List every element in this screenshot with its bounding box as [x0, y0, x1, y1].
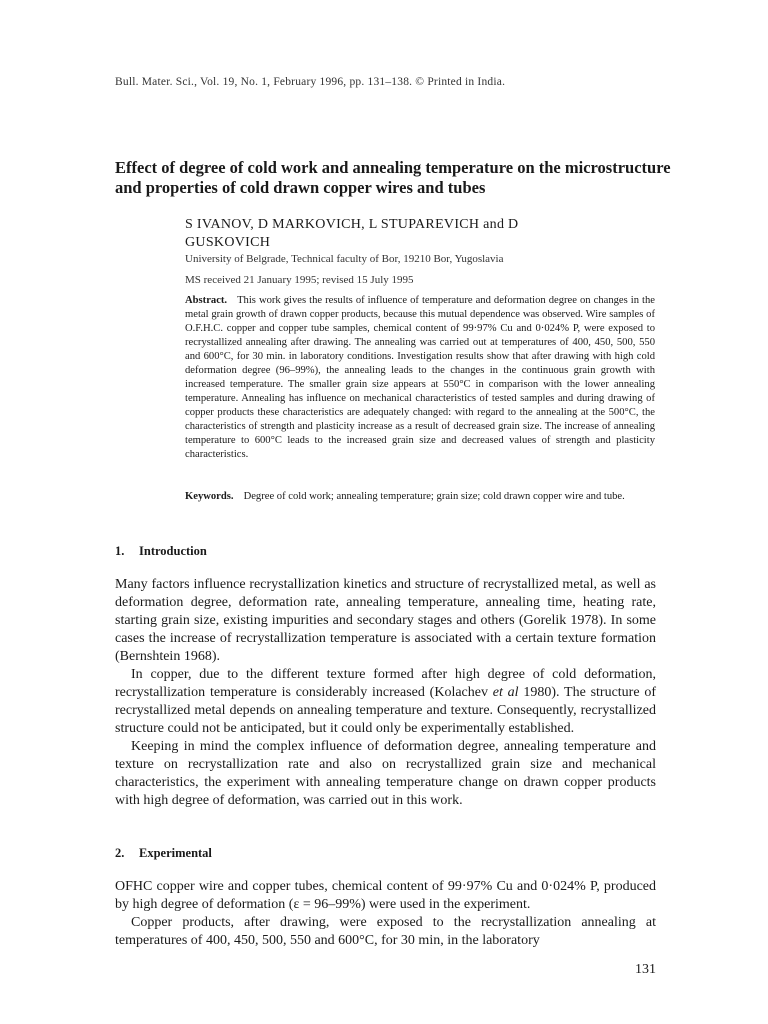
section-title: Introduction [139, 544, 207, 558]
experimental-body [115, 878, 656, 950]
paper-title: Effect of degree of cold work and annealing temperature on the microstructure and properties of cold drawn copper wires and tubes [115, 158, 671, 197]
section-title: Experimental [139, 846, 212, 860]
journal-citation: Bull. Mater. Sci., Vol. 19, No. 1, February 1996, pp. 131–138. © Printed in India. [115, 76, 506, 88]
citation-etal: et al [492, 685, 519, 700]
manuscript-dates: MS received 21 January 1995; revised 15 July 1995 [185, 274, 414, 286]
abstract-text: This work gives the results of influence of temperature and deformation degree on changes in the metal grain growth of drawn copper products, because this mutual dependence was observed. Wire samples of O.F.H.C. copper and copper tube samples, chemical content of 99·97% Cu and 0·024% P, were exposed to recrystallized annealing after drawing. The annealing was carried out at temperatures of 400, 450, 500, 550 and 600°C, for 30 min. in laboratory conditions. Investigation results show that after drawing with high cold deformation degree (96–99%), the annealing leads to the changes in the continuous grain growth with increased temperature. The smaller grain size appears at 550°C in comparison with the lower annealing temperature. Annealing has influence on mechanical characteristics of tested samples and during drawing of copper products these characteristics are adequately changed: with regard to the annealing at the 500°C, the characteristics of strength and plasticity increase as a result of decreased grain size. The increase of annealing temperature to 600°C leads to the increased grain size and decreased values of strength and plasticity characteristics. [185, 295, 655, 460]
keywords [185, 490, 655, 504]
abstract-label: Abstract. [185, 295, 228, 306]
keywords-text: Degree of cold work; annealing temperature; grain size; cold drawn copper wire and tube. [243, 491, 625, 502]
paragraph: OFHC copper wire and copper tubes, chemical content of 99·97% Cu and 0·024% P, produced by high degree of deformation (ε = 96–99%) were used in the experiment. [115, 879, 656, 912]
section-number: 2. [115, 846, 125, 860]
section-heading-experimental [115, 846, 212, 861]
introduction-body [115, 576, 656, 810]
paragraph-text: In copper, due to the different texture formed after high degree of cold deformation, recrystallization temperature is considerably increased (Kolachev [115, 667, 656, 700]
author-list: S IVANOV, D MARKOVICH, L STUPAREVICH and D GUSKOVICH [185, 217, 519, 250]
keywords-label: Keywords. [185, 491, 234, 502]
section-number: 1. [115, 544, 125, 558]
paragraph [115, 666, 656, 738]
abstract [185, 294, 655, 462]
paragraph: Keeping in mind the complex influence of deformation degree, annealing temperature and texture on recrystallization rate and also on recrystallized grain size and mechanical characteristics, the experiment with annealing temperature change on drawn copper products with high degree of deformation, was carried out in this work. [115, 739, 656, 808]
paragraph-text: 1980). The structure of recrystallized metal depends on annealing temperature and texture. Consequently, recrystallized structure could not be anticipated, but it could only be experimentally established. [115, 685, 656, 736]
paragraph: Copper products, after drawing, were exposed to the recrystallization annealing at temperatures of 400, 450, 500, 550 and 600°C, for 30 min, in the laboratory [115, 915, 656, 948]
paragraph: Many factors influence recrystallization kinetics and structure of recrystallized metal, as well as deformation degree, deformation rate, annealing temperature, annealing time, heating rate, starting grain size, existing impurities and secondary stages and others (Gorelik 1978). In some cases the increase of recrystallization temperature is associated with a certain texture formation (Bernshtein 1968). [115, 577, 656, 664]
section-heading-introduction [115, 544, 207, 559]
affiliation: University of Belgrade, Technical faculty of Bor, 19210 Bor, Yugoslavia [185, 253, 504, 265]
page-number: 131 [635, 962, 656, 977]
